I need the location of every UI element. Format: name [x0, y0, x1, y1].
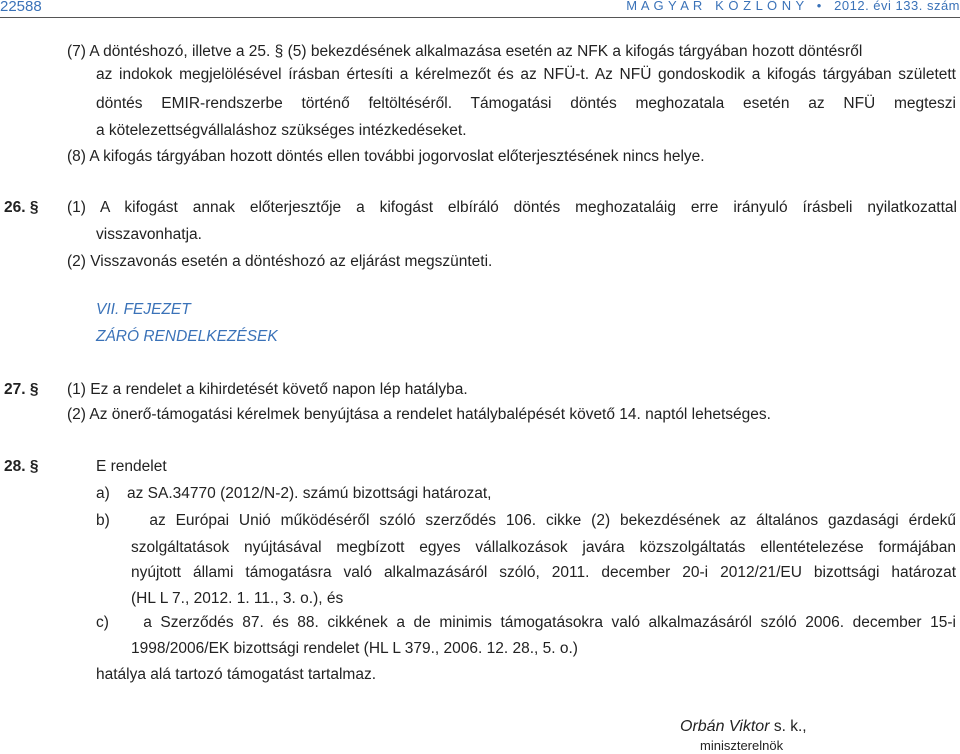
p8-line: (8) A kifogás tárgyában hozott döntés ellen további jogorvoslat előterjesztésének nincs helye. [67, 148, 705, 165]
p7-line-3: döntés EMIR-rendszerbe történő feltöltéséről. Támogatási döntés meghozatala esetén az NFÜ megteszi [96, 95, 956, 112]
chapter-title: ZÁRÓ RENDELKEZÉSEK [96, 328, 278, 345]
section-26-number: 26. § [4, 199, 39, 216]
s26-line-2: visszavonhatja. [96, 226, 202, 243]
p7-line-1: (7) A döntéshozó, illetve a 25. § (5) bekezdésének alkalmazása esetén az NFK a kifogás tárgyában hozott döntésről [67, 43, 863, 60]
p7-line-2: az indokok megjelölésével írásban értesíti a kérelmezőt és az NFÜ-t. Az NFÜ gondoskodik a kifogás tárgyában született [96, 66, 956, 83]
s28-outro: hatálya alá tartozó támogatást tartalmaz. [96, 666, 377, 683]
signatory-role: miniszterelnök [700, 738, 784, 753]
section-27-number: 27. § [4, 381, 39, 398]
p7-line-4: a kötelezettségvállaláshoz szükséges intézkedéseket. [96, 122, 467, 139]
chapter-number: VII. FEJEZET [96, 301, 191, 318]
section-28-number: 28. § [4, 458, 39, 475]
s28-item-b-line-3: nyújtott állami támogatásra való alkalmazásáról szóló, 2011. december 20-i 2012/21/EU bizottsági határozat [131, 564, 956, 581]
s28-item-b-line-4: (HL L 7., 2012. 1. 11., 3. o.), és [131, 590, 344, 607]
journal-title: M A G Y A R K Ö Z L Ö N Y • 2012. évi 133. szám [626, 0, 960, 13]
page-number: 22588 [0, 0, 42, 15]
s26-line-1: (1) A kifogást annak előterjesztője a kifogást elbíráló döntés meghozataláig erre irányuló írásbeli nyilatkozattal [67, 199, 957, 216]
s28-intro: E rendelet [96, 458, 167, 475]
signature-block [680, 716, 807, 738]
s27-line-2: (2) Az önerő-támogatási kérelmek benyújtása a rendelet hatálybalépését követő 14. naptól lehetséges. [67, 406, 771, 423]
s27-line-1: (1) Ez a rendelet a kihirdetését követő napon lép hatályba. [67, 381, 468, 398]
header-divider [0, 17, 960, 18]
s26-line-3: (2) Visszavonás esetén a döntéshozó az eljárást megszünteti. [67, 253, 493, 270]
s28-item-c-line-1: c) a Szerződés 87. és 88. cikkének a de minimis támogatásokra való alkalmazásáról szóló 2006. december 15-i [96, 614, 956, 631]
s28-item-c-line-2: 1998/2006/EK bizottsági rendelet (HL L 379., 2006. 12. 28., 5. o.) [131, 640, 578, 657]
s28-item-a: a) az SA.34770 (2012/N-2). számú bizottsági határozat, [96, 485, 492, 502]
s28-item-b-line-2: szolgáltatások nyújtásával megbízott egyes vállalkozások javára közszolgáltatás ellentételezése formájában [131, 539, 956, 556]
s28-item-b-line-1: b) az Európai Unió működéséről szóló szerződés 106. cikke (2) bekezdésének az általános gazdasági érdekű [96, 512, 956, 529]
signature-suffix: s. k., [769, 718, 807, 735]
signatory-name: Orbán Viktor [680, 718, 770, 735]
